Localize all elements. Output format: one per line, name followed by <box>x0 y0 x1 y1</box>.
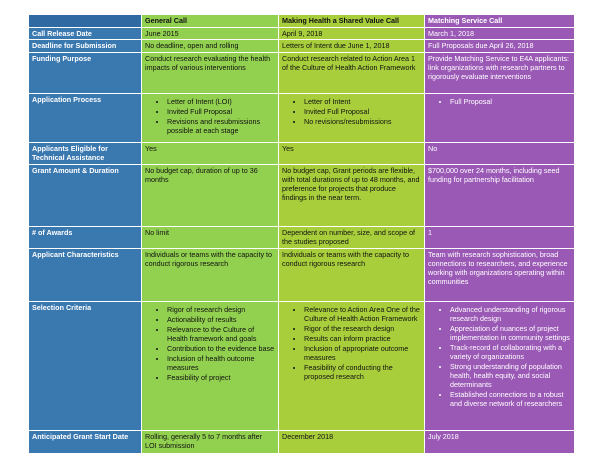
list-item: • Feasibility of conducting the proposed research <box>304 363 421 381</box>
cell-general <box>142 93 279 142</box>
bullet-list <box>282 305 421 381</box>
row-grant-start-date <box>29 431 575 454</box>
cell-general <box>142 302 279 431</box>
list-item: • Established connections to a robust and diverse network of researchers <box>450 390 571 408</box>
header-blank <box>29 15 142 28</box>
list-item: • Feasibility of project <box>167 373 275 382</box>
list-item: • Invited Full Proposal <box>304 107 421 116</box>
row-label: Funding Purpose <box>29 52 142 93</box>
cell-matching <box>425 302 575 431</box>
row-label: Application Process <box>29 93 142 142</box>
cell-matching: $700,000 over 24 months, including seed funding for partnership facilitation <box>425 165 575 226</box>
row-applicant-characteristics <box>29 249 575 302</box>
row-deadline <box>29 40 575 52</box>
row-label: Call Release Date <box>29 28 142 40</box>
cell-shared <box>279 302 425 431</box>
list-item: • Letter of Intent (LOI) <box>167 97 275 106</box>
list-item: • Appreciation of nuances of project implementation in community settings <box>450 324 571 342</box>
row-selection-criteria <box>29 302 575 431</box>
row-release-date <box>29 28 575 40</box>
cell-shared: No budget cap, Grant periods are flexible, with total durations of up to 48 months, and preference for projects that produce findings in the near term. <box>279 165 425 226</box>
row-application-process <box>29 93 575 142</box>
cell-general: Conduct research evaluating the health impacts of various interventions <box>142 52 279 93</box>
header-matching-service-call: Matching Service Call <box>425 15 575 28</box>
row-label: # of Awards <box>29 226 142 249</box>
row-label: Applicant Characteristics <box>29 249 142 302</box>
cell-matching <box>425 93 575 142</box>
cell-matching: March 1, 2018 <box>425 28 575 40</box>
cell-general: June 2015 <box>142 28 279 40</box>
header-shared-value-call: Making Health a Shared Value Call <box>279 15 425 28</box>
header-general-call: General Call <box>142 15 279 28</box>
cell-matching: Provide Matching Service to E4A applicants: link organizations with research partners to rigorously evaluate interventions <box>425 52 575 93</box>
cell-general: Individuals or teams with the capacity to conduct rigorous research <box>142 249 279 302</box>
cell-shared: April 9, 2018 <box>279 28 425 40</box>
cell-shared: Individuals or teams with the capacity to conduct rigorous research <box>279 249 425 302</box>
cell-shared: Yes <box>279 142 425 165</box>
cell-general: No budget cap, duration of up to 36 months <box>142 165 279 226</box>
list-item: • Inclusion of health outcome measures <box>167 354 275 372</box>
cell-shared: December 2018 <box>279 431 425 454</box>
list-item: • Track-record of collaborating with a variety of organizations <box>450 343 571 361</box>
list-item: • Actionability of results <box>167 315 275 324</box>
bullet-list <box>145 305 275 382</box>
row-number-of-awards <box>29 226 575 249</box>
row-grant-amount <box>29 165 575 226</box>
list-item: • Rigor of research design <box>167 305 275 314</box>
cell-shared: Conduct research related to Action Area 1 of the Culture of Health Action Framework <box>279 52 425 93</box>
list-item: • Letter of Intent <box>304 97 421 106</box>
list-item: • Inclusion of appropriate outcome measures <box>304 344 421 362</box>
bullet-list <box>428 97 571 106</box>
cell-matching: July 2018 <box>425 431 575 454</box>
row-label: Deadline for Submission <box>29 40 142 52</box>
list-item: • Full Proposal <box>450 97 571 106</box>
cell-shared <box>279 93 425 142</box>
list-item: • Contribution to the evidence base <box>167 344 275 353</box>
cell-general: Yes <box>142 142 279 165</box>
cell-matching: No <box>425 142 575 165</box>
list-item: • Strong understanding of population health, health equity, and social determinants <box>450 362 571 389</box>
row-label: Selection Criteria <box>29 302 142 431</box>
cell-shared: Dependent on number, size, and scope of the studies proposed <box>279 226 425 249</box>
grant-comparison-table <box>28 14 574 454</box>
list-item: • Rigor of the research design <box>304 324 421 333</box>
bullet-list <box>145 97 275 135</box>
cell-shared: Letters of Intent due June 1, 2018 <box>279 40 425 52</box>
list-item: • No revisions/resubmissions <box>304 117 421 126</box>
row-label: Grant Amount & Duration <box>29 165 142 226</box>
row-label: Applicants Eligible for Technical Assistance <box>29 142 142 165</box>
list-item: • Results can inform practice <box>304 334 421 343</box>
row-funding-purpose <box>29 52 575 93</box>
cell-matching: Team with research sophistication, broad connections to researchers, and experience working with organizations operating within communities <box>425 249 575 302</box>
list-item: • Advanced understanding of rigorous research design <box>450 305 571 323</box>
list-item: • Invited Full Proposal <box>167 107 275 116</box>
cell-general: No limit <box>142 226 279 249</box>
row-label: Anticipated Grant Start Date <box>29 431 142 454</box>
cell-matching: Full Proposals due April 26, 2018 <box>425 40 575 52</box>
bullet-list <box>282 97 421 126</box>
bullet-list <box>428 305 571 408</box>
list-item: • Revisions and resubmissions possible at each stage <box>167 117 275 135</box>
list-item: • Relevance to Action Area One of the Culture of Health Action Framework <box>304 305 421 323</box>
cell-general: No deadline, open and rolling <box>142 40 279 52</box>
list-item: • Relevance to the Culture of Health framework and goals <box>167 325 275 343</box>
cell-general: Rolling, generally 5 to 7 months after LOI submission <box>142 431 279 454</box>
cell-matching: 1 <box>425 226 575 249</box>
row-technical-assistance <box>29 142 575 165</box>
